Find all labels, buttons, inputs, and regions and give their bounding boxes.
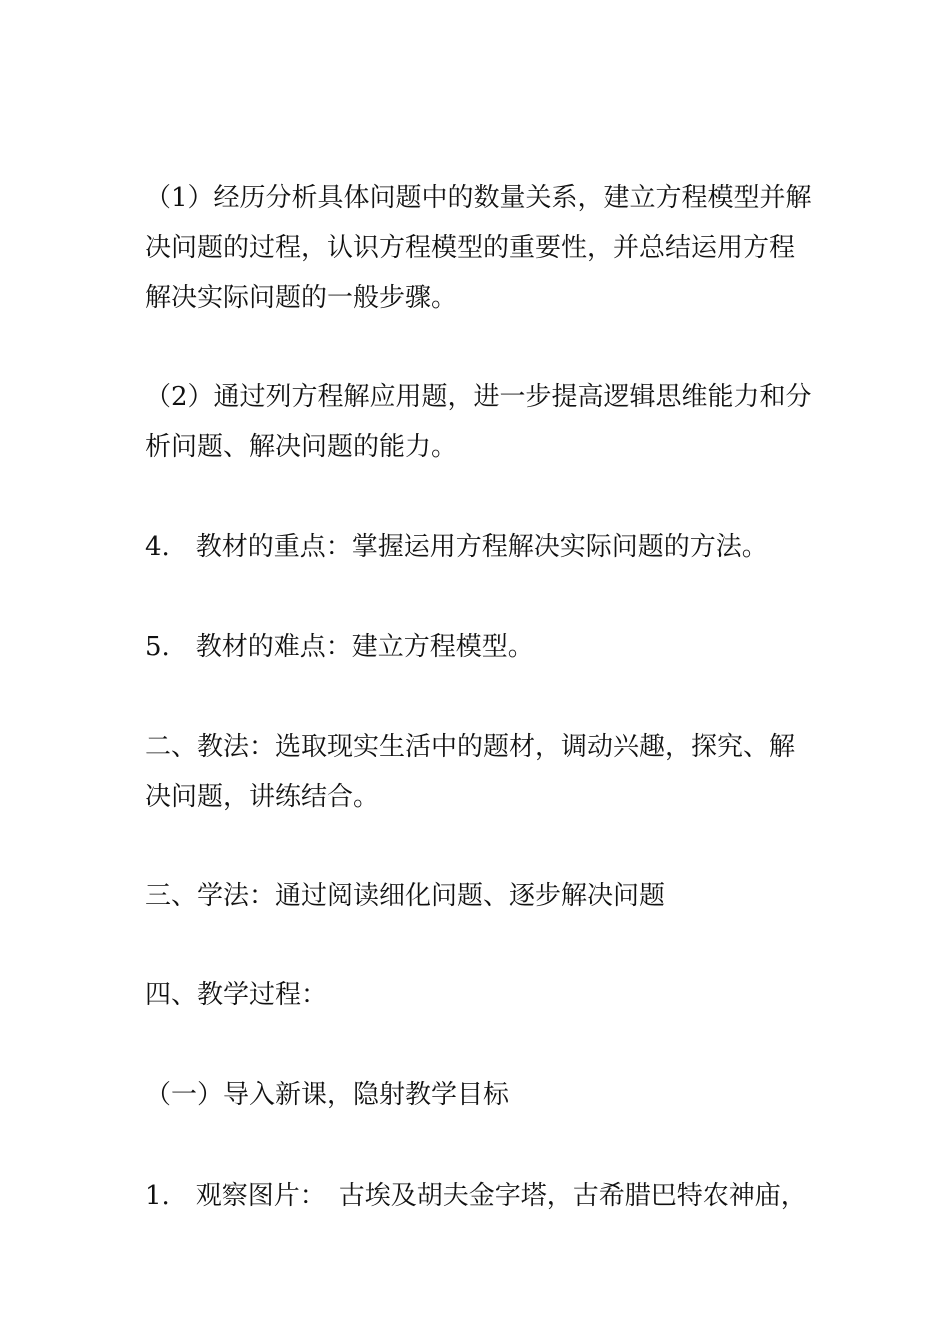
paragraph-learning-method <box>145 871 815 921</box>
section-heading-teaching-process <box>145 970 815 1020</box>
text-line: （一）导入新课，隐射教学目标 <box>145 1080 510 1110</box>
text-line: 三、学法：通过阅读细化问题、逐步解决问题 <box>145 881 666 911</box>
text-line: 四、教学过程： <box>145 980 328 1010</box>
text-line: 决问题，讲练结合。 <box>145 782 380 812</box>
paragraph-teaching-method <box>145 722 815 822</box>
paragraph-key-point <box>145 522 815 572</box>
text-line: （1）经历分析具体问题中的数量关系，建立方程模型并解 <box>145 183 812 213</box>
text-line: 解决实际问题的一般步骤。 <box>145 283 458 313</box>
text-line: 4. 教材的重点：掌握运用方程解决实际问题的方法。 <box>145 532 768 562</box>
text-line: 析问题、解决问题的能力。 <box>145 432 458 462</box>
paragraph-observe <box>145 1171 815 1221</box>
paragraph-goal-1 <box>145 173 815 323</box>
subsection-heading-intro <box>145 1070 815 1120</box>
text-line: 5. 教材的难点：建立方程模型。 <box>145 632 534 662</box>
paragraph-goal-2 <box>145 372 815 472</box>
text-line: 1. 观察图片： 古埃及胡夫金字塔，古希腊巴特农神庙， <box>145 1181 807 1211</box>
text-line: 决问题的过程，认识方程模型的重要性，并总结运用方程 <box>145 233 796 263</box>
paragraph-difficulty <box>145 622 815 672</box>
text-line: （2）通过列方程解应用题，进一步提高逻辑思维能力和分 <box>145 382 812 412</box>
text-line: 二、教法：选取现实生活中的题材，调动兴趣，探究、解 <box>145 732 796 762</box>
